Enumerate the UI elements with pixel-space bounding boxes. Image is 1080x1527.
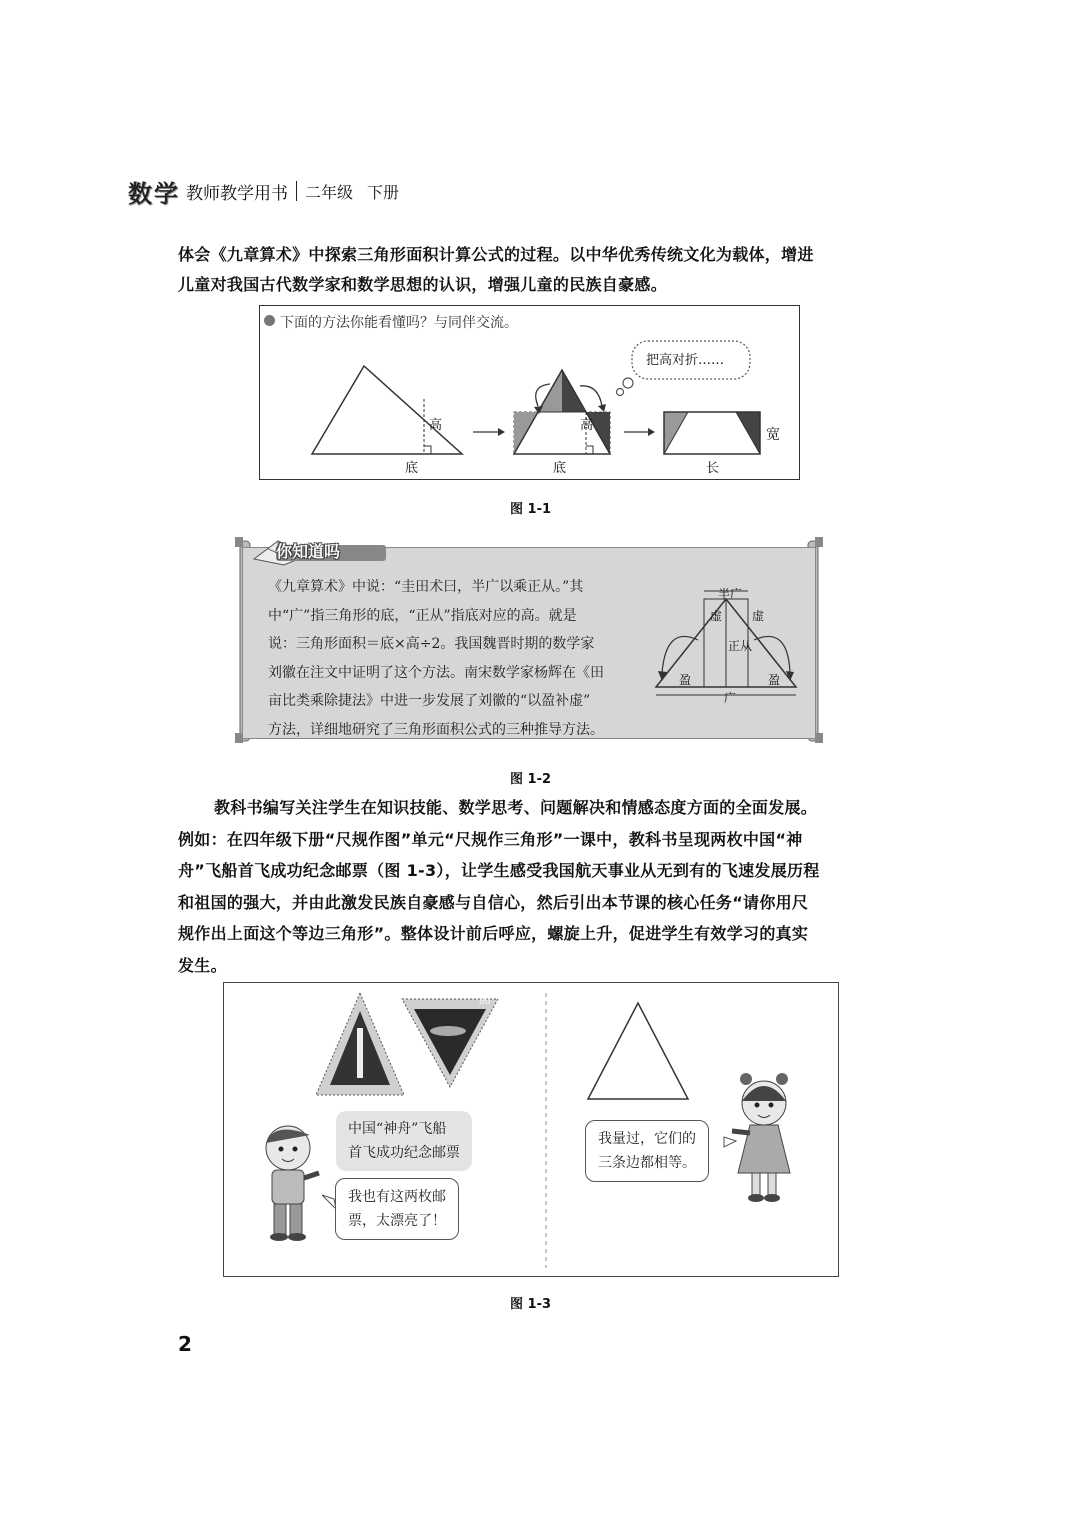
stamp-label-line: 首飞成功纪念邮票	[348, 1145, 460, 1161]
height-label: 高	[580, 418, 594, 433]
subject-title: 数学	[128, 179, 180, 208]
stamp-label-box	[336, 1111, 472, 1171]
book-title: 教师教学用书	[186, 183, 288, 204]
paragraph-line: 例如：在四年级下册“尺规作图”单元“尺规作三角形”一课中，教科书呈现两枚中国“神	[178, 829, 803, 849]
xu-label: 虚	[710, 609, 723, 623]
half-base-label: 半广	[718, 587, 743, 601]
speech-line: 我也有这两枚邮	[348, 1189, 446, 1205]
intro-paragraph	[178, 240, 886, 300]
width-label: 宽	[766, 427, 780, 443]
stamp-label-line: 中国“神舟”飞船	[348, 1121, 447, 1137]
triangle-transform-diagram	[260, 306, 798, 478]
ying-label: 盈	[768, 673, 781, 687]
scroll-text-line: 《九章算术》中说：“圭田术曰，半广以乘正从。”其	[268, 579, 584, 595]
paragraph-line: 发生。	[178, 955, 227, 975]
girl-character	[732, 1073, 790, 1202]
base-label: 广	[724, 691, 737, 705]
xu-label: 虚	[752, 609, 765, 623]
paragraph-line: 教科书编写关注学生在知识技能、数学思考、问题解决和情感态度方面的全面发展。	[214, 798, 818, 817]
body-paragraph	[178, 792, 886, 981]
volume-label: 下册	[367, 182, 400, 202]
figure-caption: 图 1-3	[510, 1297, 552, 1312]
did-you-know-title: 你知道吗	[276, 542, 341, 561]
height-label: 高	[429, 418, 443, 433]
speech-line: 我量过，它们的	[598, 1131, 696, 1147]
scroll-text-line: 方法，详细地研究了三角形面积公式的三种推导方法。	[268, 721, 604, 738]
yang-hui-diagram	[648, 585, 808, 735]
scroll-text-line: 中“广”指三角形的底，“正从”指底对应的高。就是	[268, 607, 577, 624]
ying-label: 盈	[679, 673, 692, 687]
base-label: 底	[405, 461, 419, 476]
scroll-text-line: 说：三角形面积＝底×高÷2。我国魏晋时期的数学家	[268, 636, 595, 652]
thought-text: 把高对折……	[646, 353, 725, 368]
triangle-shape	[312, 366, 462, 454]
page-number: 2	[178, 1332, 192, 1356]
grade-label: 二年级	[305, 182, 354, 202]
scroll-text	[268, 573, 672, 744]
page-header	[128, 176, 399, 206]
equilateral-triangle	[588, 1003, 688, 1099]
boy-character	[266, 1126, 319, 1241]
figure-caption: 图 1-2	[510, 772, 552, 787]
scroll-text-line: 刘徽在注文中证明了这个方法。南宋数学家杨辉在《田	[268, 664, 604, 681]
paragraph-line: 舟”飞船首飞成功纪念邮票（图 1-3），让学生感受我国航天事业从无到有的飞速发展历程	[178, 861, 820, 880]
length-label: 长	[706, 461, 720, 476]
girl-speech-bubble	[585, 1120, 709, 1182]
figure-1-3-art	[224, 983, 836, 1275]
figure-1-2-scroll	[232, 533, 826, 748]
figure-caption: 图 1-1	[510, 502, 552, 517]
base-label: 底	[553, 461, 567, 476]
paragraph-line: 儿童对我国古代数学家和数学思想的认识，增强儿童的民族自豪感。	[178, 275, 668, 294]
header-divider	[296, 181, 297, 201]
figure-1-1	[259, 305, 800, 480]
paragraph-line: 规作出上面这个等边三角形”。整体设计前后呼应，螺旋上升，促进学生有效学习的真实	[178, 924, 809, 943]
paragraph-line: 体会《九章算术》中探索三角形面积计算公式的过程。以中华优秀传统文化为载体，增进	[178, 245, 814, 264]
height-label: 正从	[728, 639, 753, 653]
speech-line: 票，太漂亮了！	[348, 1213, 446, 1229]
stamp-value: 80	[479, 997, 491, 1007]
paragraph-line: 和祖国的强大，并由此激发民族自豪感与自信心，然后引出本节课的核心任务“请你用尺	[178, 892, 809, 912]
figure-prompt: 下面的方法你能看懂吗？与同伴交流。	[280, 315, 518, 331]
boy-speech-bubble	[335, 1178, 459, 1240]
figure-1-3	[223, 982, 839, 1277]
scroll-text-line: 亩比类乘除捷法》中进一步发展了刘徽的“以盈补虚”	[268, 693, 591, 709]
speech-line: 三条边都相等。	[598, 1155, 696, 1171]
